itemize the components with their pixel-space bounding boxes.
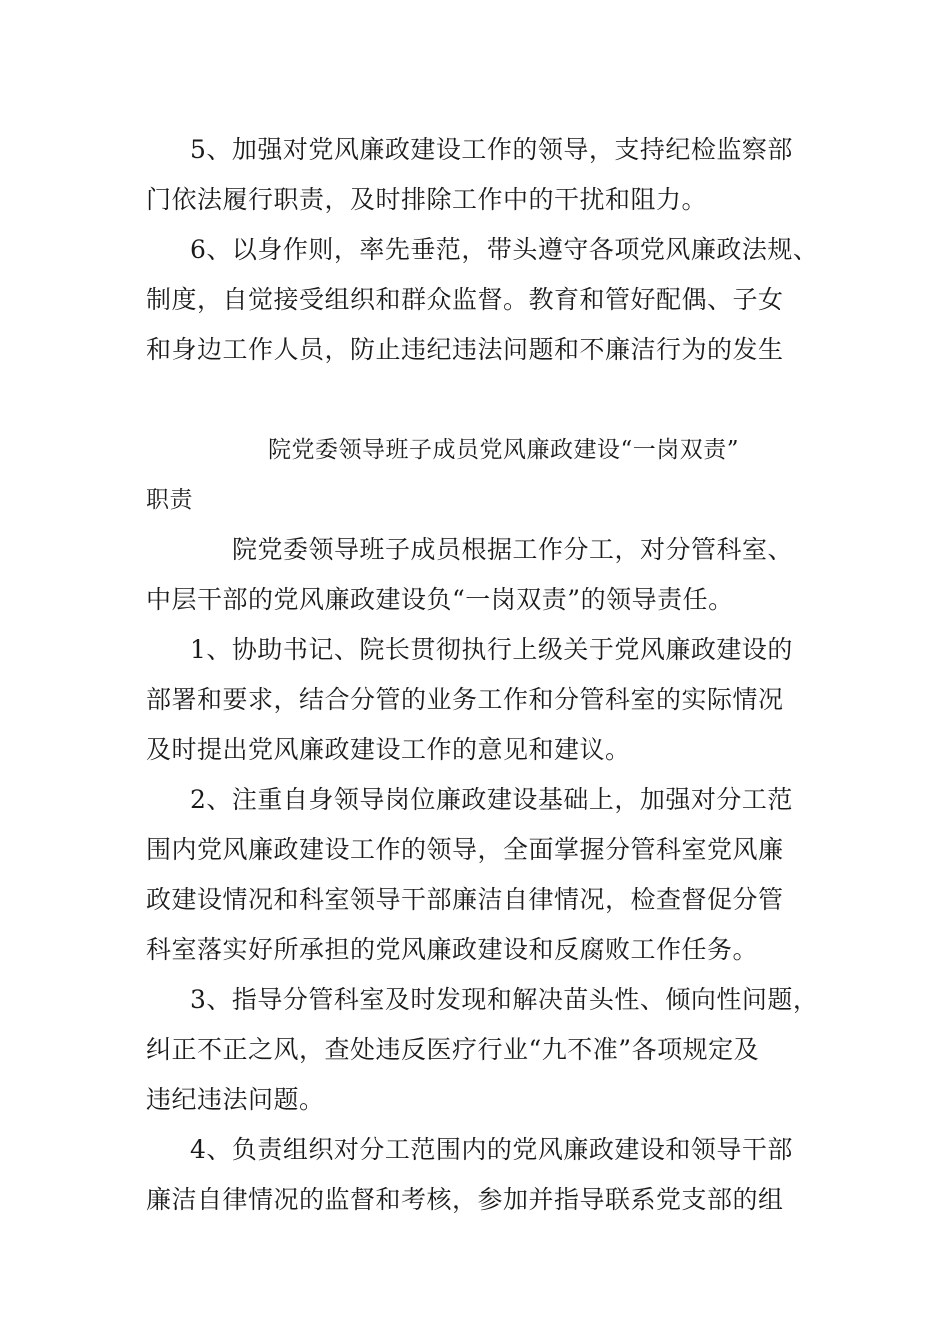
item-4-line-1: 4、负责组织对分工范围内的党风廉政建设和领导干部 bbox=[190, 1135, 793, 1164]
intro-line-2: 中层干部的党风廉政建设负“一岗双责”的领导责任。 bbox=[146, 585, 734, 614]
item-2-line-2: 围内党风廉政建设工作的领导，全面掌握分管科室党风廉 bbox=[146, 835, 784, 864]
item-1-line-3: 及时提出党风廉政建设工作的意见和建议。 bbox=[146, 735, 631, 764]
item-2-line-4: 科室落实好所承担的党风廉政建设和反腐败工作任务。 bbox=[146, 935, 759, 964]
item-3-line-3: 违纪违法问题。 bbox=[146, 1085, 325, 1114]
item-2-line-3: 政建设情况和科室领导干部廉洁自律情况，检查督促分管 bbox=[146, 885, 784, 914]
item-1-line-2: 部署和要求，结合分管的业务工作和分管科室的实际情况 bbox=[146, 685, 784, 714]
item-2-line-1: 2、注重自身领导岗位廉政建设基础上，加强对分工范 bbox=[190, 785, 793, 814]
paragraph-6-line-1: 6、以身作则，率先垂范，带头遵守各项党风廉政法规、 bbox=[190, 235, 819, 264]
paragraph-6-line-2: 制度，自觉接受组织和群众监督。教育和管好配偶、子女 bbox=[146, 285, 784, 314]
item-3-line-2: 纠正不正之风，查处违反医疗行业“九不准”各项规定及 bbox=[146, 1035, 760, 1064]
item-4-line-2: 廉洁自律情况的监督和考核，参加并指导联系党支部的组 bbox=[146, 1185, 784, 1214]
section-title-line-1: 院党委领导班子成员党风廉政建设“一岗双责” bbox=[268, 437, 740, 463]
paragraph-5-line-2: 门依法履行职责，及时排除工作中的干扰和阻力。 bbox=[146, 185, 708, 214]
item-1-line-1: 1、协助书记、院长贯彻执行上级关于党风廉政建设的 bbox=[190, 635, 793, 664]
intro-line-1: 院党委领导班子成员根据工作分工，对分管科室、 bbox=[232, 535, 794, 564]
paragraph-6-line-3: 和身边工作人员，防止违纪违法问题和不廉洁行为的发生 bbox=[146, 335, 784, 364]
section-title-line-2: 职责 bbox=[146, 487, 193, 513]
item-3-line-1: 3、指导分管科室及时发现和解决苗头性、倾向性问题， bbox=[190, 985, 819, 1014]
paragraph-5-line-1: 5、加强对党风廉政建设工作的领导，支持纪检监察部 bbox=[190, 135, 793, 164]
